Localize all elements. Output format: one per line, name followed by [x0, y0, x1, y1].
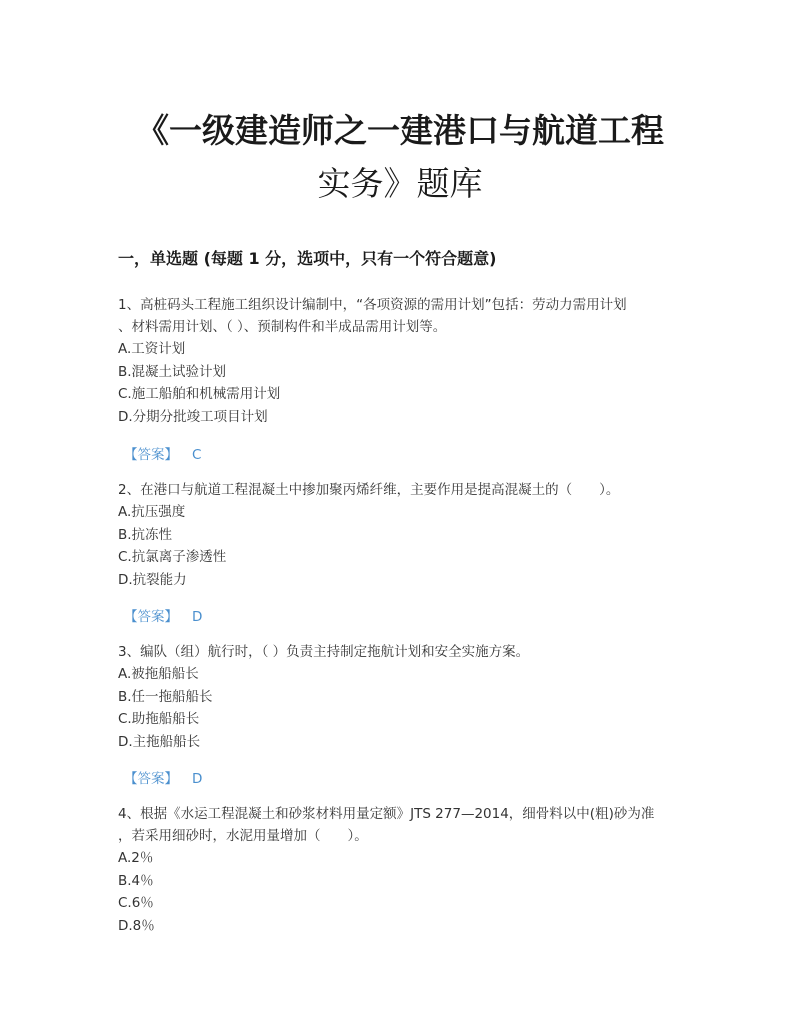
option-d: D.抗裂能力 — [118, 571, 187, 588]
title-line-1: 《一级建造师之一建港口与航道工程 — [136, 111, 664, 150]
question-stem-continued: 、材料需用计划、（ ）、预制构件和半成品需用计划等。 — [118, 319, 447, 335]
title-line-2: 实务》题库 — [317, 164, 483, 203]
question-stem: 1、高桩码头工程施工组织设计编制中，“各项资源的需用计划”包括：劳动力需用计划 — [118, 297, 627, 313]
document-title — [80, 104, 720, 210]
option-a: A.抗压强度 — [118, 504, 186, 520]
answer-1 — [124, 443, 201, 463]
answer-2 — [124, 605, 202, 625]
answer-label: 【答案】 — [124, 771, 178, 787]
option-a: A.2％ — [118, 850, 154, 866]
option-b: B.抗冻性 — [118, 526, 173, 543]
option-c: C.抗氯离子渗透性 — [118, 549, 227, 565]
option-d: D.主拖船船长 — [118, 733, 201, 750]
option-d: D.8％ — [118, 917, 155, 934]
option-c: C.助拖船船长 — [118, 711, 200, 727]
option-c: C.施工船舶和机械需用计划 — [118, 386, 281, 402]
option-c: C.6％ — [118, 895, 154, 911]
question-4 — [118, 803, 680, 937]
answer-value: C — [192, 447, 202, 463]
answer-value: D — [192, 771, 203, 787]
option-a: A.被拖船船长 — [118, 666, 199, 682]
question-3 — [118, 641, 680, 753]
option-a: A.工资计划 — [118, 341, 186, 357]
question-1 — [118, 294, 680, 428]
option-b: B.任一拖船船长 — [118, 688, 213, 705]
question-stem: 3、编队（组）航行时，（ ）负责主持制定拖航计划和安全实施方案。 — [118, 644, 530, 660]
option-b: B.混凝土试验计划 — [118, 363, 227, 380]
question-2 — [118, 479, 680, 591]
question-stem-continued: ，若采用细砂时，水泥用量增加（ ）。 — [118, 828, 368, 844]
answer-label: 【答案】 — [124, 447, 178, 463]
question-stem: 2、在港口与航道工程混凝土中掺加聚丙烯纤维，主要作用是提高混凝土的（ ）。 — [118, 482, 620, 498]
section-heading: 一，单选题 (每题 1 分，选项中，只有一个符合题意) — [118, 249, 497, 268]
option-b: B.4％ — [118, 872, 154, 889]
question-stem: 4、根据《水运工程混凝土和砂浆材料用量定额》JTS 277—2014，细骨料以中(粗)砂为准 — [118, 806, 655, 822]
answer-label: 【答案】 — [124, 609, 178, 625]
option-d: D.分期分批竣工项目计划 — [118, 408, 268, 425]
answer-value: D — [192, 609, 203, 625]
answer-3 — [124, 767, 202, 787]
